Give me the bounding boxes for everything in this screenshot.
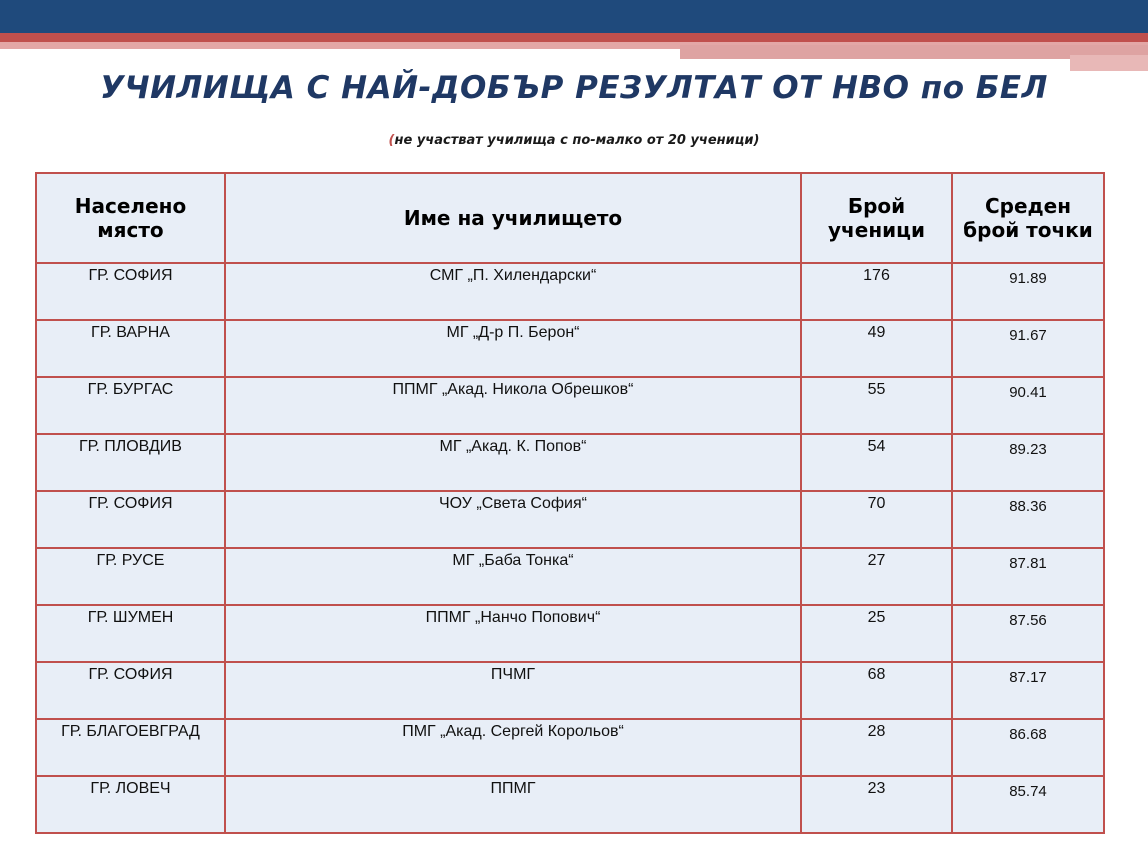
cell-students: 55 bbox=[801, 377, 952, 434]
cell-students: 54 bbox=[801, 434, 952, 491]
cell-score: 89.23 bbox=[952, 434, 1104, 491]
cell-place: ГР. РУСЕ bbox=[36, 548, 225, 605]
cell-students: 49 bbox=[801, 320, 952, 377]
page-title: УЧИЛИЩА С НАЙ-ДОБЪР РЕЗУЛТАТ ОТ НВО по БЕЛ bbox=[100, 70, 1048, 106]
cell-school: ЧОУ „Света София“ bbox=[225, 491, 801, 548]
header-band-navy bbox=[0, 0, 1148, 33]
cell-students: 176 bbox=[801, 263, 952, 320]
cell-place: ГР. ПЛОВДИВ bbox=[36, 434, 225, 491]
cell-place: ГР. СОФИЯ bbox=[36, 491, 225, 548]
cell-students: 70 bbox=[801, 491, 952, 548]
table-row bbox=[36, 776, 1104, 833]
table-row bbox=[36, 491, 1104, 548]
cell-score: 87.81 bbox=[952, 548, 1104, 605]
cell-place: ГР. СОФИЯ bbox=[36, 263, 225, 320]
cell-place: ГР. ШУМЕН bbox=[36, 605, 225, 662]
table-row bbox=[36, 263, 1104, 320]
table-row bbox=[36, 605, 1104, 662]
table-row bbox=[36, 377, 1104, 434]
cell-students: 68 bbox=[801, 662, 952, 719]
cell-school: ППМГ „Нанчо Попович“ bbox=[225, 605, 801, 662]
cell-place: ГР. ЛОВЕЧ bbox=[36, 776, 225, 833]
cell-school: ППМГ bbox=[225, 776, 801, 833]
results-table bbox=[35, 172, 1105, 834]
cell-score: 87.17 bbox=[952, 662, 1104, 719]
cell-score: 90.41 bbox=[952, 377, 1104, 434]
cell-school: МГ „Акад. К. Попов“ bbox=[225, 434, 801, 491]
cell-place: ГР. БЛАГОЕВГРАД bbox=[36, 719, 225, 776]
page-subtitle bbox=[0, 133, 1148, 148]
cell-students: 25 bbox=[801, 605, 952, 662]
table-row bbox=[36, 719, 1104, 776]
table-row bbox=[36, 320, 1104, 377]
cell-place: ГР. СОФИЯ bbox=[36, 662, 225, 719]
header-band-pink-corner bbox=[1070, 55, 1148, 71]
column-header-school: Име на училището bbox=[225, 173, 801, 263]
subtitle-text: не участват училища с по-малко от 20 ученици) bbox=[394, 133, 760, 148]
subtitle-open-paren: ( bbox=[388, 133, 395, 148]
cell-place: ГР. БУРГАС bbox=[36, 377, 225, 434]
cell-place: ГР. ВАРНА bbox=[36, 320, 225, 377]
cell-score: 91.67 bbox=[952, 320, 1104, 377]
column-header-students: Брой ученици bbox=[801, 173, 952, 263]
cell-school: МГ „Баба Тонка“ bbox=[225, 548, 801, 605]
cell-score: 87.56 bbox=[952, 605, 1104, 662]
cell-students: 23 bbox=[801, 776, 952, 833]
cell-school: ППМГ „Акад. Никола Обрешков“ bbox=[225, 377, 801, 434]
cell-score: 91.89 bbox=[952, 263, 1104, 320]
cell-school: МГ „Д-р П. Берон“ bbox=[225, 320, 801, 377]
cell-score: 85.74 bbox=[952, 776, 1104, 833]
cell-students: 28 bbox=[801, 719, 952, 776]
header-band-gap bbox=[0, 49, 680, 53]
cell-school: СМГ „П. Хилендарски“ bbox=[225, 263, 801, 320]
column-header-place: Населено място bbox=[36, 173, 225, 263]
cell-school: ПМГ „Акад. Сергей Корольов“ bbox=[225, 719, 801, 776]
table-row bbox=[36, 662, 1104, 719]
cell-score: 86.68 bbox=[952, 719, 1104, 776]
cell-score: 88.36 bbox=[952, 491, 1104, 548]
cell-school: ПЧМГ bbox=[225, 662, 801, 719]
table-row bbox=[36, 548, 1104, 605]
header-band-red bbox=[0, 33, 1148, 42]
table-row bbox=[36, 434, 1104, 491]
table-header-row bbox=[36, 173, 1104, 263]
cell-students: 27 bbox=[801, 548, 952, 605]
column-header-score: Среден брой точки bbox=[952, 173, 1104, 263]
